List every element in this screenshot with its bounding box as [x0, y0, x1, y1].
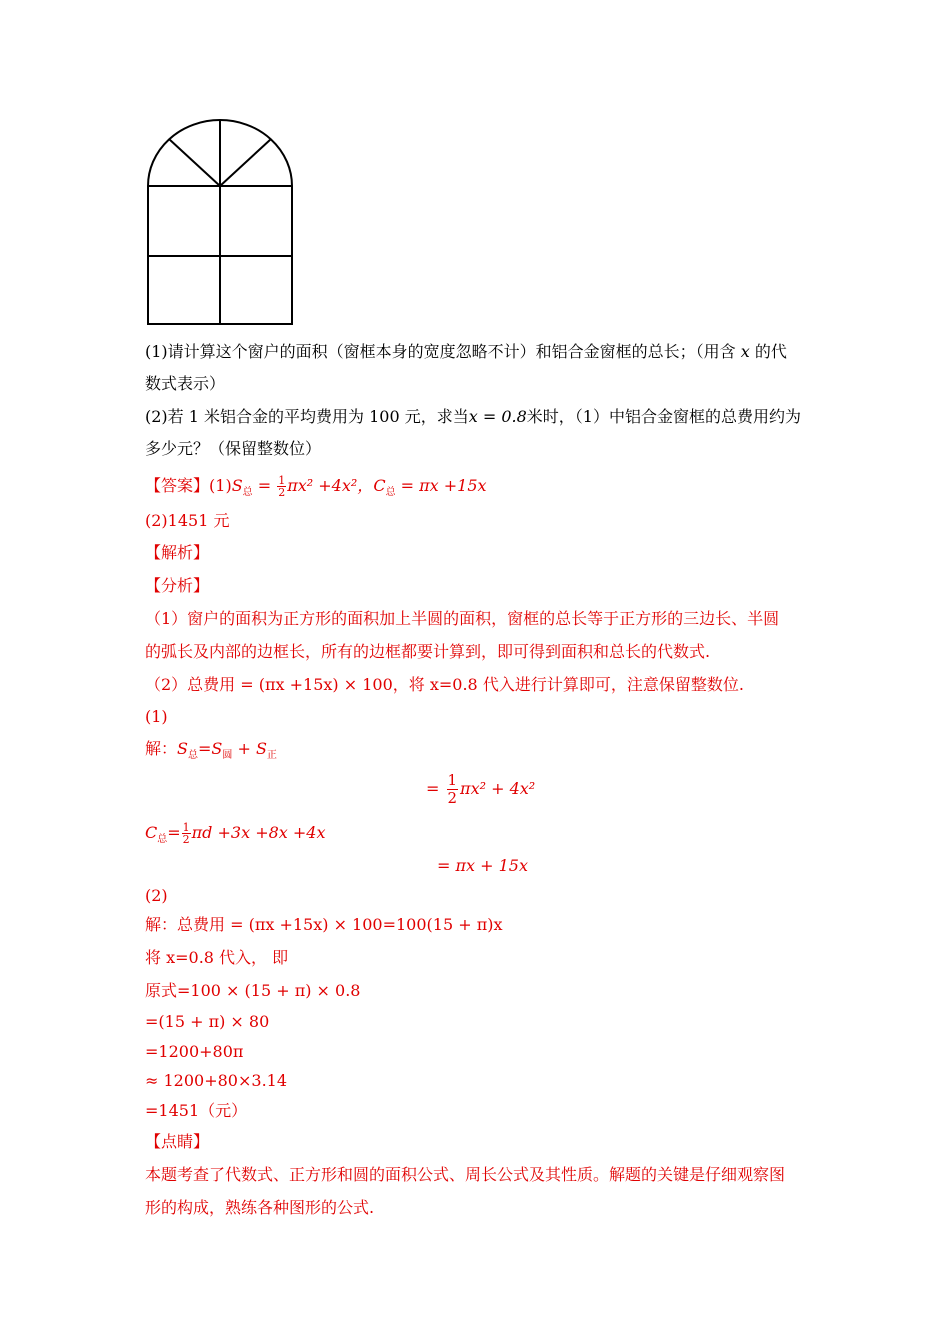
solution-c-fraction: $\frac{1}{2}$ [182, 821, 190, 846]
solution-2-line-e: =1200+80π [145, 1042, 244, 1061]
solution-2-line-d: =(15 + π) × 80 [145, 1012, 270, 1031]
solution-2-line-b: 将 x=0.8 代入， 即 [145, 948, 289, 967]
solution-2-line-c: 原式=100 × (15 + π) × 0.8 [145, 981, 361, 1000]
solution-1-line-c: $C_总=$ $\frac{1}{2}$ πd +3x +8x +4x [145, 821, 326, 846]
answer-fraction: $\frac{1}{2}$ [278, 474, 286, 499]
question-2-line-1: (2)若 1 米铝合金的平均费用为 100 元，求当x = 0.8米时，（1）中铝合金窗框的总费用约为 [145, 407, 801, 426]
solution-1-label: (1) [145, 707, 168, 726]
dianjing-tag: 【点睛】 [145, 1132, 210, 1151]
answer-line-2: (2)1451 元 [145, 511, 230, 530]
fenxi-tag: 【分析】 [145, 576, 210, 595]
window-arch-spoke-left [169, 139, 220, 186]
solution-2-line-f: ≈ 1200+80×3.14 [145, 1071, 288, 1090]
window-arch-spoke-right [220, 139, 271, 186]
solution-2-line-a: 解：总费用 = (πx +15x) × 100=100(15 + π)x [145, 915, 503, 934]
solution-1-line-d: = πx + 15x [437, 856, 528, 875]
solution-2-line-g: =1451（元） [145, 1101, 248, 1120]
solution-fraction: $\frac{1}{2}$ [447, 771, 458, 807]
window-figure [145, 118, 295, 328]
solution-2-label: (2) [145, 886, 168, 905]
solution-1-line-b: = $\frac{1}{2}$ πx² + 4x² [426, 771, 536, 807]
question-2-line-2: 多少元？（保留整数位） [145, 439, 322, 458]
dianjing-line-2: 形的构成，熟练各种图形的公式. [145, 1198, 375, 1217]
fenxi-1-line-2: 的弧长及内部的边框长，所有的边框都要计算到，即可得到面积和总长的代数式. [145, 642, 711, 661]
solution-1-line-a: 解：$S_总=S_圆 + S_正$ [145, 739, 277, 761]
dianjing-line-1: 本题考查了代数式、正方形和圆的面积公式、周长公式及其性质。解题的关键是仔细观察图 [145, 1165, 786, 1184]
answer-line-1: 【答案】$(1)S_总$ = $\frac{1}{2}$ πx² +4x²，$C_总 = \pi x +15x$ [145, 474, 487, 499]
fenxi-1-line-1: （1）窗户的面积为正方形的面积加上半圆的面积，窗框的总长等于正方形的三边长、半圆 [145, 609, 780, 628]
analysis-tag: 【解析】 [145, 543, 210, 562]
question-1-line-2: 数式表示） [145, 374, 226, 393]
question-1-line-1: (1)请计算这个窗户的面积（窗框本身的宽度忽略不计）和铝合金窗框的总长；（用含 x 的代 [145, 342, 787, 361]
fenxi-2: （2）总费用 = (πx +15x) × 100，将 x=0.8 代入进行计算即可，注意保留整数位. [145, 675, 744, 694]
